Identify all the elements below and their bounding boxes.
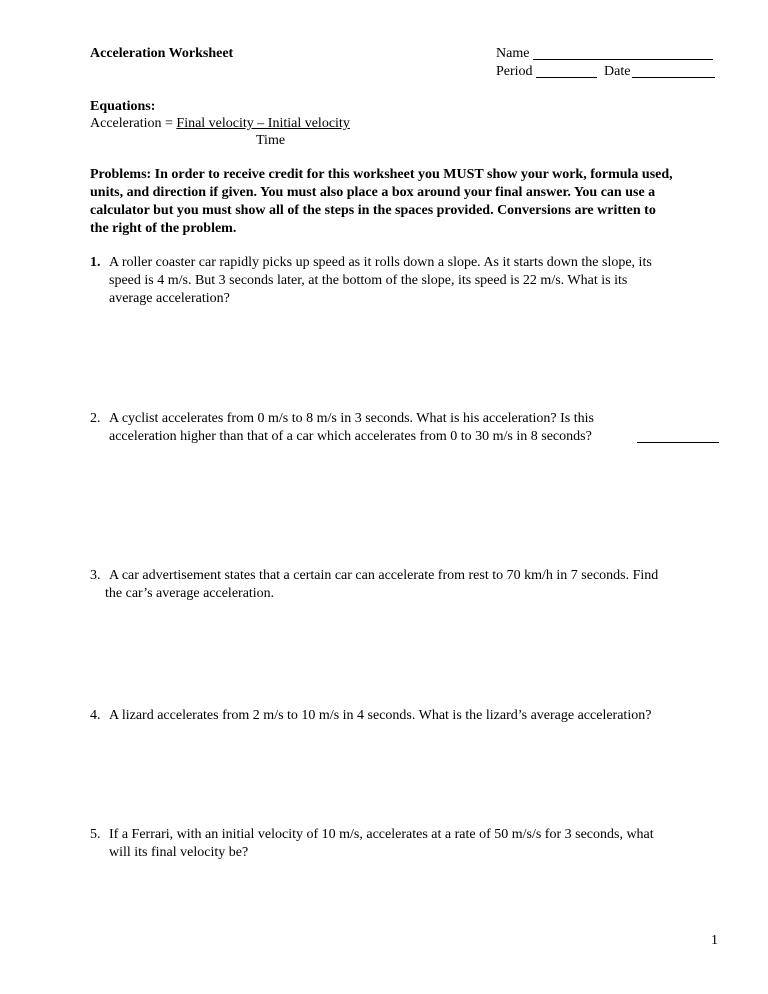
formula-denominator: Time: [256, 133, 286, 148]
acceleration-formula: [90, 115, 350, 132]
problem-4-number: 4.: [90, 708, 101, 723]
problem-5-line-2: will its final velocity be?: [109, 845, 249, 860]
instructions-line-3: calculator but you must show all of the steps in the spaces provided. Conversions are written to: [90, 203, 656, 218]
formula-numerator: Final velocity – Initial velocity: [176, 116, 350, 131]
page-number: 1: [711, 933, 718, 948]
period-field[interactable]: [536, 77, 597, 78]
problem-3-number: 3.: [90, 568, 101, 583]
problem-1-line-3: average acceleration?: [109, 291, 230, 306]
name-label: Name: [496, 46, 530, 61]
equations-heading: Equations:: [90, 99, 156, 114]
problem-5-line-1: If a Ferrari, with an initial velocity of 10 m/s, accelerates at a rate of 50 m/s/s for 3 seconds, what: [109, 827, 654, 842]
problem-3-work-area[interactable]: [90, 605, 720, 700]
problem-3-line-2: the car’s average acceleration.: [105, 586, 275, 601]
problem-2-work-area[interactable]: [90, 448, 720, 563]
problem-5-work-area[interactable]: [90, 864, 690, 944]
problem-2-answer-blank[interactable]: [637, 442, 719, 443]
name-field[interactable]: [533, 59, 713, 60]
instructions-line-1: Problems: In order to receive credit for this worksheet you MUST show your work, formula used,: [90, 167, 673, 182]
problem-2-line-2: acceleration higher than that of a car which accelerates from 0 to 30 m/s in 8 seconds?: [109, 429, 592, 444]
date-field[interactable]: [632, 77, 715, 78]
problem-1-line-2: speed is 4 m/s. But 3 seconds later, at the bottom of the slope, its speed is 22 m/s. What is its: [109, 273, 628, 288]
problem-4-work-area[interactable]: [90, 727, 720, 822]
problem-2-number: 2.: [90, 411, 101, 426]
problem-5-number: 5.: [90, 827, 101, 842]
formula-prefix: Acceleration =: [90, 116, 177, 131]
problem-3-line-1: A car advertisement states that a certain car can accelerate from rest to 70 km/h in 7 seconds. Find: [109, 568, 659, 583]
instructions-line-4: the right of the problem.: [90, 221, 237, 236]
period-label: Period: [496, 64, 533, 79]
date-label: Date: [604, 64, 631, 79]
instructions-line-2: units, and direction if given. You must also place a box around your final answer. You can use a: [90, 185, 656, 200]
problem-1-line-1: A roller coaster car rapidly picks up speed as it rolls down a slope. As it starts down the slope, its: [109, 255, 652, 270]
problem-4-line-1: A lizard accelerates from 2 m/s to 10 m/s in 4 seconds. What is the lizard’s average acceleration?: [109, 708, 652, 723]
problem-1-work-area[interactable]: [90, 310, 720, 405]
worksheet-title: Acceleration Worksheet: [90, 46, 234, 61]
problem-2-line-1: A cyclist accelerates from 0 m/s to 8 m/s in 3 seconds. What is his acceleration? Is this: [109, 411, 594, 426]
problem-1-number: 1.: [90, 255, 101, 270]
